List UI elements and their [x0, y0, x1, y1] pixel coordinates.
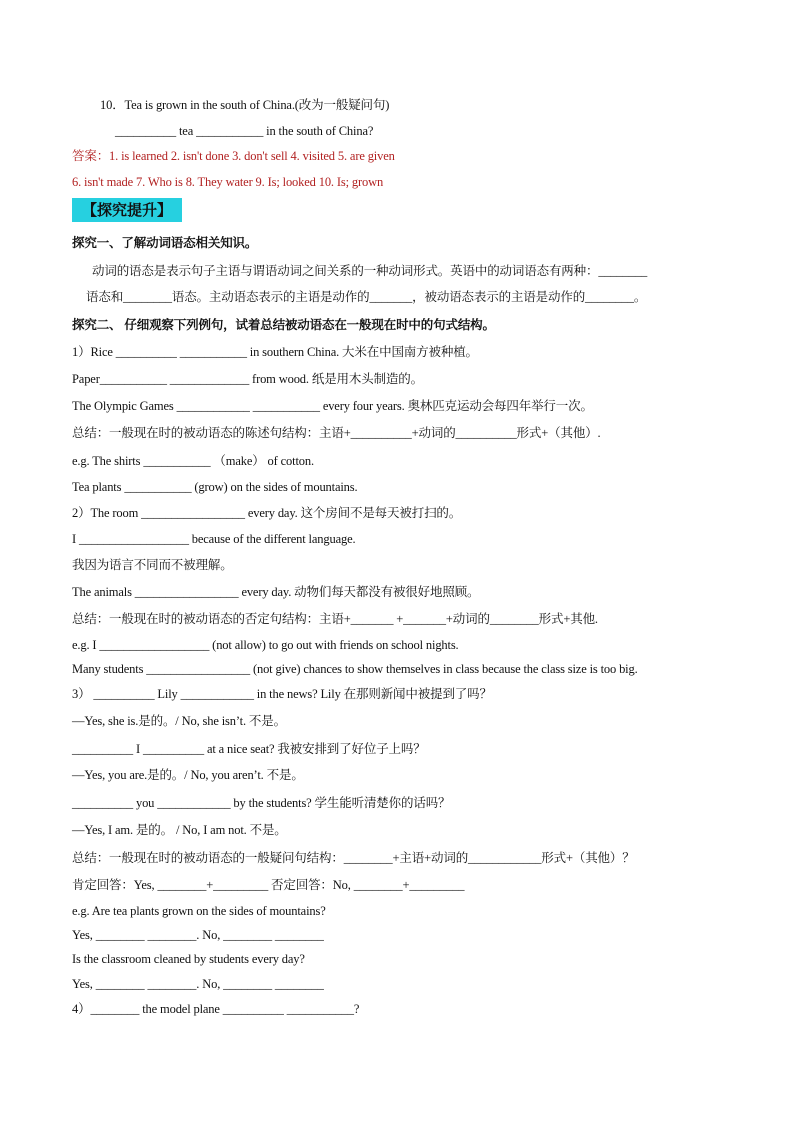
example-line: 2）The room _________________ every day. 这个房间不是每天被打扫的。	[72, 506, 462, 520]
example-line: e.g. Are tea plants grown on the sides of mountains?	[72, 904, 326, 918]
answer-blank-line: Yes, ________ ________. No, ________ ________	[72, 928, 324, 942]
inquiry-1-title: 探究一、了解动词语态相关知识。	[72, 236, 258, 250]
example-line: The animals _________________ every day. 动物们每天都没有被很好地照顾。	[72, 585, 480, 599]
example-line: Many students _________________ (not give) chances to show themselves in class because the class size is too big.	[72, 662, 638, 676]
answer-key-line-1: 答案：1. is learned 2. isn't done 3. don't sell 4. visited 5. are given	[72, 149, 395, 163]
inquiry-1-text-line-1: 动词的语态是表示句子主语与谓语动词之间关系的一种动词形式。英语中的动词语态有两种：________	[92, 264, 648, 278]
example-line: 1）Rice __________ ___________ in southern China. 大米在中国南方被种植。	[72, 345, 478, 359]
example-line: 3） __________ Lily ____________ in the news? Lily 在那则新闻中被提到了吗？	[72, 687, 492, 701]
question-10: 10．Tea is grown in the south of China.(改为一般疑问句)	[100, 98, 390, 112]
answer-format-line: 肯定回答：Yes, ________+_________ 否定回答：No, ________+_________	[72, 878, 465, 892]
example-line: 4）________ the model plane __________ ___________?	[72, 1002, 360, 1016]
example-line: Is the classroom cleaned by students every day?	[72, 952, 305, 966]
section-heading: 【探究提升】	[72, 198, 182, 222]
example-line: Paper___________ _____________ from wood. 纸是用木头制造的。	[72, 372, 424, 386]
example-line: Tea plants ___________ (grow) on the sides of mountains.	[72, 480, 358, 494]
translation-line: 我因为语言不同而不被理解。	[72, 558, 233, 572]
summary-line: 总结：一般现在时的被动语态的否定句结构：主语+_______ +_______+动词的________形式+其他.	[72, 612, 598, 626]
example-line: e.g. The shirts ___________ （make） of cotton.	[72, 454, 314, 468]
example-line: __________ you ____________ by the students? 学生能听清楚你的话吗？	[72, 796, 451, 810]
example-line: e.g. I __________________ (not allow) to go out with friends on school nights.	[72, 638, 459, 652]
example-line: I __________________ because of the different language.	[72, 532, 356, 546]
summary-line: 总结：一般现在时的被动语态的陈述句结构：主语+__________+动词的__________形式+（其他）.	[72, 426, 601, 440]
response-line: —Yes, you are.是的。/ No, you aren’t. 不是。	[72, 768, 304, 782]
question-10-blanks: __________ tea ___________ in the south of China?	[115, 124, 374, 138]
response-line: —Yes, she is.是的。/ No, she isn’t. 不是。	[72, 714, 286, 728]
inquiry-2-title: 探究二、 仔细观察下列例句，试着总结被动语态在一般现在时中的句式结构。	[72, 318, 495, 332]
inquiry-1-text-line-2: 语态和________语态。主动语态表示的主语是动作的_______，被动语态表示的主语是动作的________。	[86, 290, 647, 304]
summary-line: 总结：一般现在时的被动语态的一般疑问句结构：________+主语+动词的____________形式+（其他）？	[72, 851, 635, 865]
example-line: The Olympic Games ____________ ___________ every four years. 奥林匹克运动会每四年举行一次。	[72, 399, 593, 413]
answer-blank-line: Yes, ________ ________. No, ________ ________	[72, 977, 324, 991]
answer-key-line-2: 6. isn't made 7. Who is 8. They water 9. Is; looked 10. Is; grown	[72, 175, 384, 189]
response-line: —Yes, I am. 是的。 / No, I am not. 不是。	[72, 823, 287, 837]
example-line: __________ I __________ at a nice seat? 我被安排到了好位子上吗？	[72, 742, 426, 756]
